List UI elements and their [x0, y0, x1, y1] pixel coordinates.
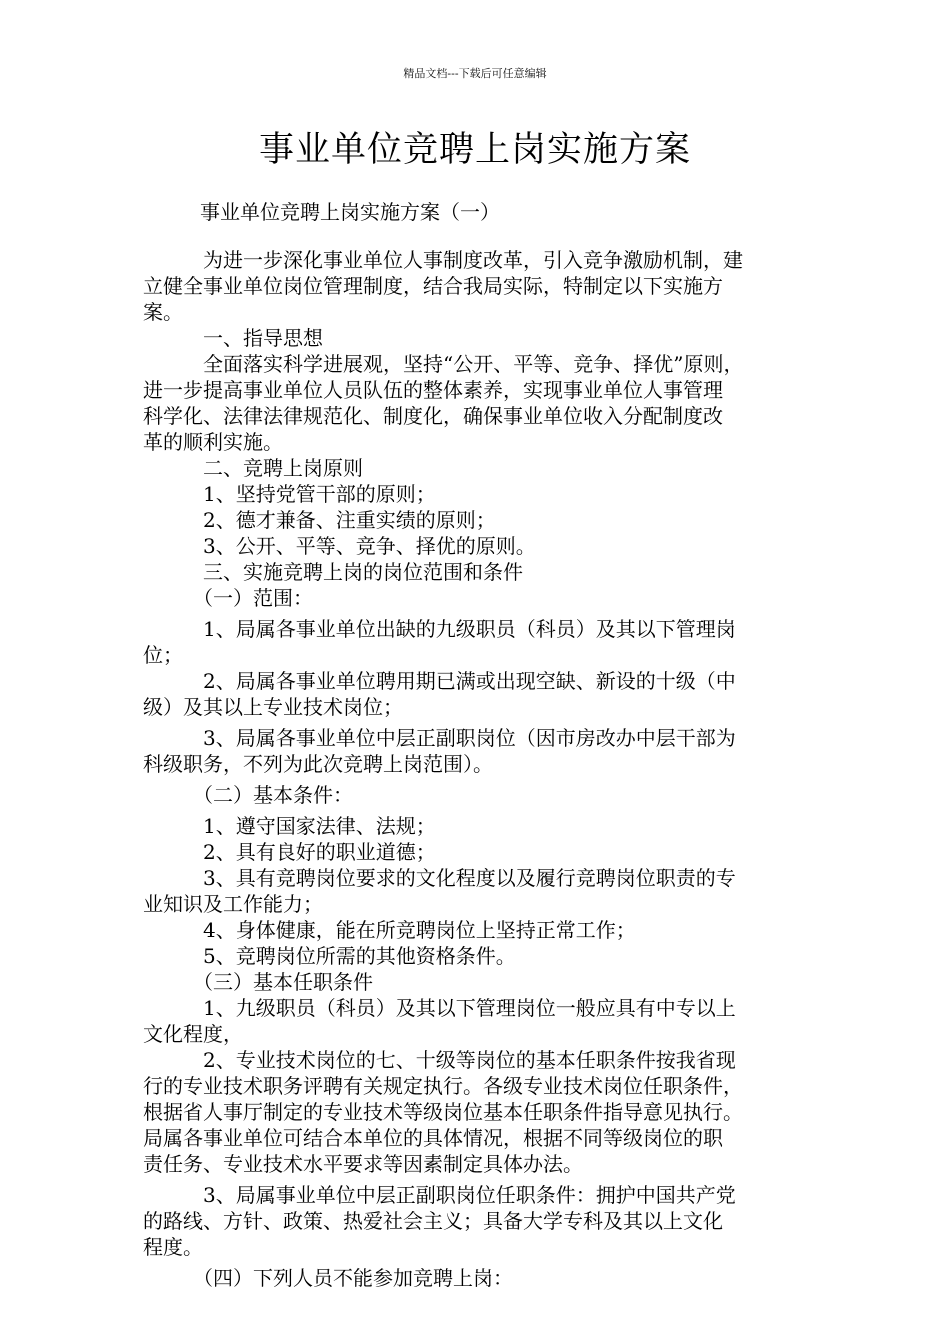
paragraph-line: 案。: [143, 300, 183, 324]
header-note: 精品文档---下载后可任意编辑: [403, 67, 547, 80]
paragraph-line: 进一步提高事业单位人员队伍的整体素养，实现事业单位人事管理: [143, 378, 723, 402]
paragraph: [143, 616, 811, 668]
paragraph-line: 科学化、法律法律规范化、制度化，确保事业单位收入分配制度改: [143, 404, 723, 428]
paragraph: [143, 533, 811, 559]
paragraph-line: 3、具有竞聘岗位要求的文化程度以及履行竞聘岗位职责的专: [143, 866, 736, 890]
paragraph-line: 级）及其以上专业技术岗位；: [143, 695, 403, 719]
paragraph: [143, 325, 811, 351]
document-subtitle: 事业单位竞聘上岗实施方案（一）: [200, 200, 500, 224]
paragraph: [143, 917, 811, 943]
paragraph: [143, 813, 811, 839]
paragraph-line: 程度。: [143, 1235, 203, 1259]
paragraph: [143, 559, 811, 585]
paragraph-line: 科级职务，不列为此次竞聘上岗范围）。: [143, 752, 493, 776]
paragraph: [143, 585, 811, 611]
paragraph: [143, 351, 811, 455]
paragraph: [143, 725, 811, 777]
paragraph: [143, 865, 811, 917]
paragraph-line: （二）基本条件：: [143, 783, 353, 807]
paragraph-line: 二、竞聘上岗原则: [143, 456, 363, 480]
paragraph-line: （一）范围：: [143, 586, 313, 610]
paragraph-line: （三）基本任职条件: [143, 970, 373, 994]
paragraph: [143, 995, 811, 1047]
paragraph: [143, 247, 811, 325]
paragraph: [143, 1047, 811, 1177]
paragraph: [143, 481, 811, 507]
paragraph-line: 革的顺利实施。: [143, 430, 283, 454]
paragraph-line: 责任务、专业技术水平要求等因素制定具体办法。: [143, 1152, 583, 1176]
paragraph-line: 局属各事业单位可结合本单位的具体情况，根据不同等级岗位的职: [143, 1126, 723, 1150]
paragraph-line: 3、局属事业单位中层正副职岗位任职条件：拥护中国共产党: [143, 1183, 736, 1207]
paragraph-line: 5、竞聘岗位所需的其他资格条件。: [143, 944, 516, 968]
paragraph-line: 1、九级职员（科员）及其以下管理岗位一般应具有中专以上: [143, 996, 736, 1020]
document-title: 事业单位竞聘上岗实施方案: [258, 130, 691, 170]
paragraph: [143, 839, 811, 865]
paragraph-line: 立健全事业单位岗位管理制度，结合我局实际，特制定以下实施方: [143, 274, 723, 298]
paragraph-line: 2、德才兼备、注重实绩的原则；: [143, 508, 496, 532]
paragraph-line: 全面落实科学进展观，坚持“公开、平等、竞争、择优”原则，: [143, 352, 744, 376]
paragraph: [143, 782, 811, 808]
paragraph: [143, 1265, 811, 1291]
paragraph-line: 为进一步深化事业单位人事制度改革，引入竞争激励机制，建: [143, 248, 743, 272]
paragraph: [143, 969, 811, 995]
paragraph-line: 4、身体健康，能在所竞聘岗位上坚持正常工作；: [143, 918, 636, 942]
paragraph-line: 根据省人事厅制定的专业技术等级岗位基本任职条件指导意见执行。: [143, 1100, 743, 1124]
paragraph-line: 位；: [143, 643, 183, 667]
paragraph-line: 2、局属各事业单位聘用期已满或出现空缺、新设的十级（中: [143, 669, 736, 693]
paragraph-line: 2、专业技术岗位的七、十级等岗位的基本任职条件按我省现: [143, 1048, 736, 1072]
paragraph-line: 3、公开、平等、竞争、择优的原则。: [143, 534, 536, 558]
paragraph-line: （四）下列人员不能参加竞聘上岗：: [143, 1266, 513, 1290]
paragraph-line: 的路线、方针、政策、热爱社会主义；具备大学专科及其以上文化: [143, 1209, 723, 1233]
paragraph-line: 1、坚持党管干部的原则；: [143, 482, 436, 506]
paragraph-gap: [143, 1291, 811, 1296]
paragraph-line: 一、指导思想: [143, 326, 323, 350]
paragraph-line: 文化程度，: [143, 1022, 243, 1046]
paragraph: [143, 943, 811, 969]
paragraph-line: 1、遵守国家法律、法规；: [143, 814, 436, 838]
paragraph: [143, 668, 811, 720]
paragraph: [143, 455, 811, 481]
paragraph-line: 1、局属各事业单位出缺的九级职员（科员）及其以下管理岗: [143, 617, 736, 641]
paragraph-line: 2、具有良好的职业道德；: [143, 840, 436, 864]
paragraph-line: 行的专业技术职务评聘有关规定执行。各级专业技术岗位任职条件，: [143, 1074, 743, 1098]
paragraph-line: 3、局属各事业单位中层正副职岗位（因市房改办中层干部为: [143, 726, 736, 750]
paragraph-line: 业知识及工作能力；: [143, 892, 323, 916]
paragraph: [143, 507, 811, 533]
paragraph-line: 三、实施竞聘上岗的岗位范围和条件: [143, 560, 523, 584]
paragraph: [143, 1182, 811, 1260]
document-body: [143, 247, 811, 1296]
